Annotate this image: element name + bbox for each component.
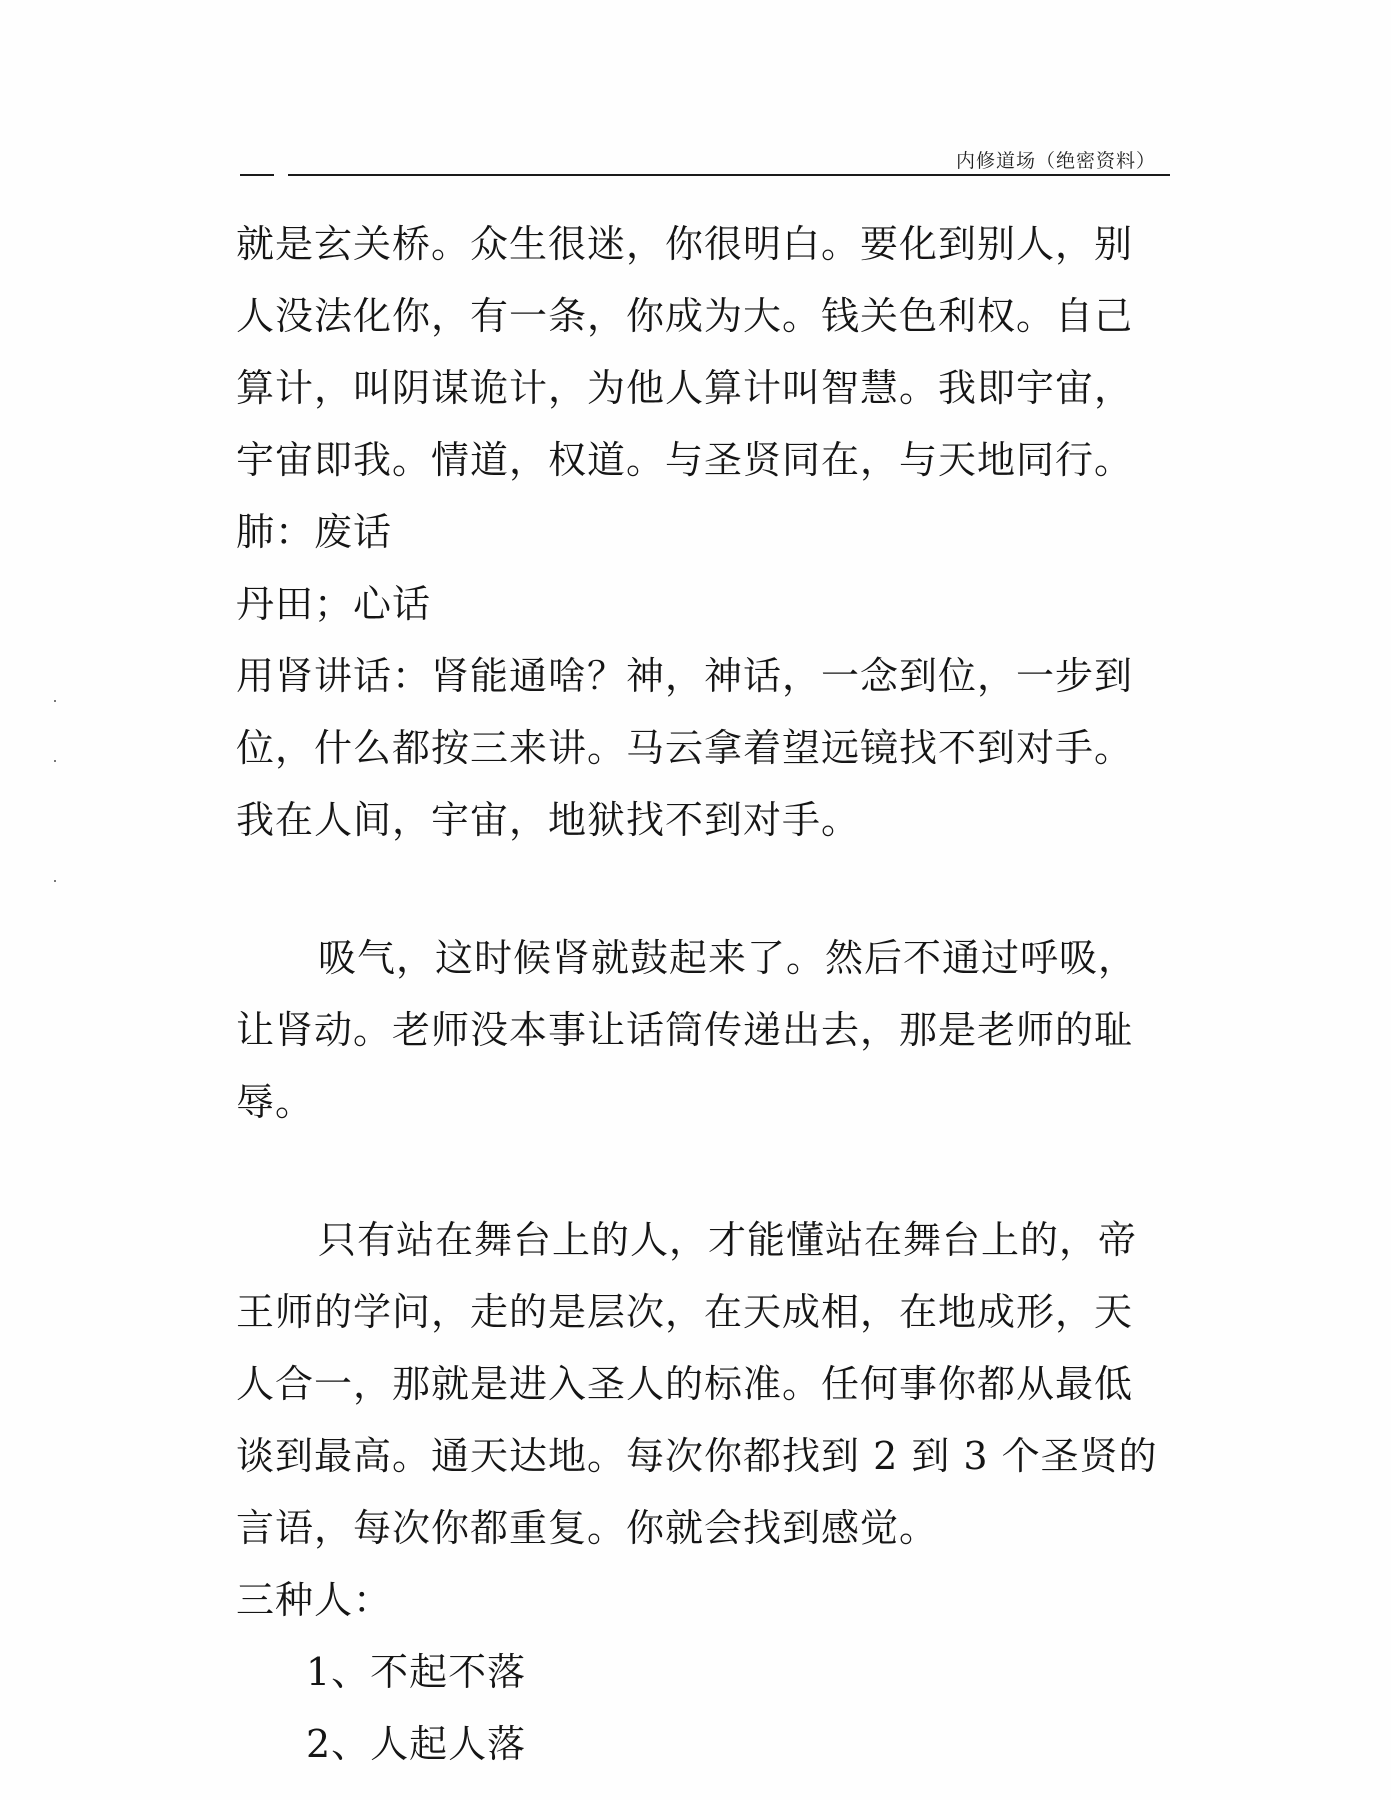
paragraph-gap [236, 856, 1176, 922]
header-rule-gap [274, 172, 288, 178]
text-line: 人没法化你，有一条，你成为大。钱关色利权。自己 [236, 294, 1134, 338]
list-item: 1、不起不落 [306, 1650, 527, 1694]
text-line: 丹田；心话 [236, 582, 432, 626]
paragraph-gap [236, 1138, 1176, 1204]
margin-mark [54, 880, 56, 882]
header-title: 内修道场（绝密资料） [955, 150, 1156, 172]
text-line: 我在人间，宇宙，地狱找不到对手。 [236, 798, 861, 842]
text-line: 谈到最高。通天达地。每次你都找到 2 到 3 个圣贤的 [236, 1434, 1158, 1478]
text-line: 言语，每次你都重复。你就会找到感觉。 [236, 1506, 939, 1550]
margin-mark [54, 700, 56, 702]
text-line: 位，什么都按三来讲。马云拿着望远镜找不到对手。 [236, 726, 1134, 770]
text-line: 宇宙即我。情道，权道。与圣贤同在，与天地同行。 [236, 438, 1134, 482]
text-line: 就是玄关桥。众生很迷，你很明白。要化到别人，别 [236, 222, 1134, 266]
page-header [240, 140, 1170, 176]
text-line: 用肾讲话：肾能通啥？神，神话，一念到位，一步到 [236, 654, 1134, 698]
text-line: 算计，叫阴谋诡计，为他人算计叫智慧。我即宇宙， [236, 366, 1134, 410]
list-item: 2、人起人落 [306, 1722, 527, 1766]
header-rule [240, 174, 1170, 176]
text-line: 肺：废话 [236, 510, 393, 554]
text-line: 辱。 [236, 1080, 315, 1124]
text-line: 三种人： [236, 1578, 393, 1622]
text-line: 只有站在舞台上的人，才能懂站在舞台上的，帝 [318, 1218, 1138, 1262]
text-line: 人合一，那就是进入圣人的标准。任何事你都从最低 [236, 1362, 1134, 1406]
text-line: 吸气，这时候肾就鼓起来了。然后不通过呼吸， [318, 936, 1138, 980]
document-body [236, 208, 1176, 1780]
text-line: 王师的学问，走的是层次，在天成相，在地成形，天 [236, 1290, 1134, 1334]
margin-mark [54, 760, 56, 762]
text-line: 让肾动。老师没本事让话筒传递出去，那是老师的耻 [236, 1008, 1134, 1052]
